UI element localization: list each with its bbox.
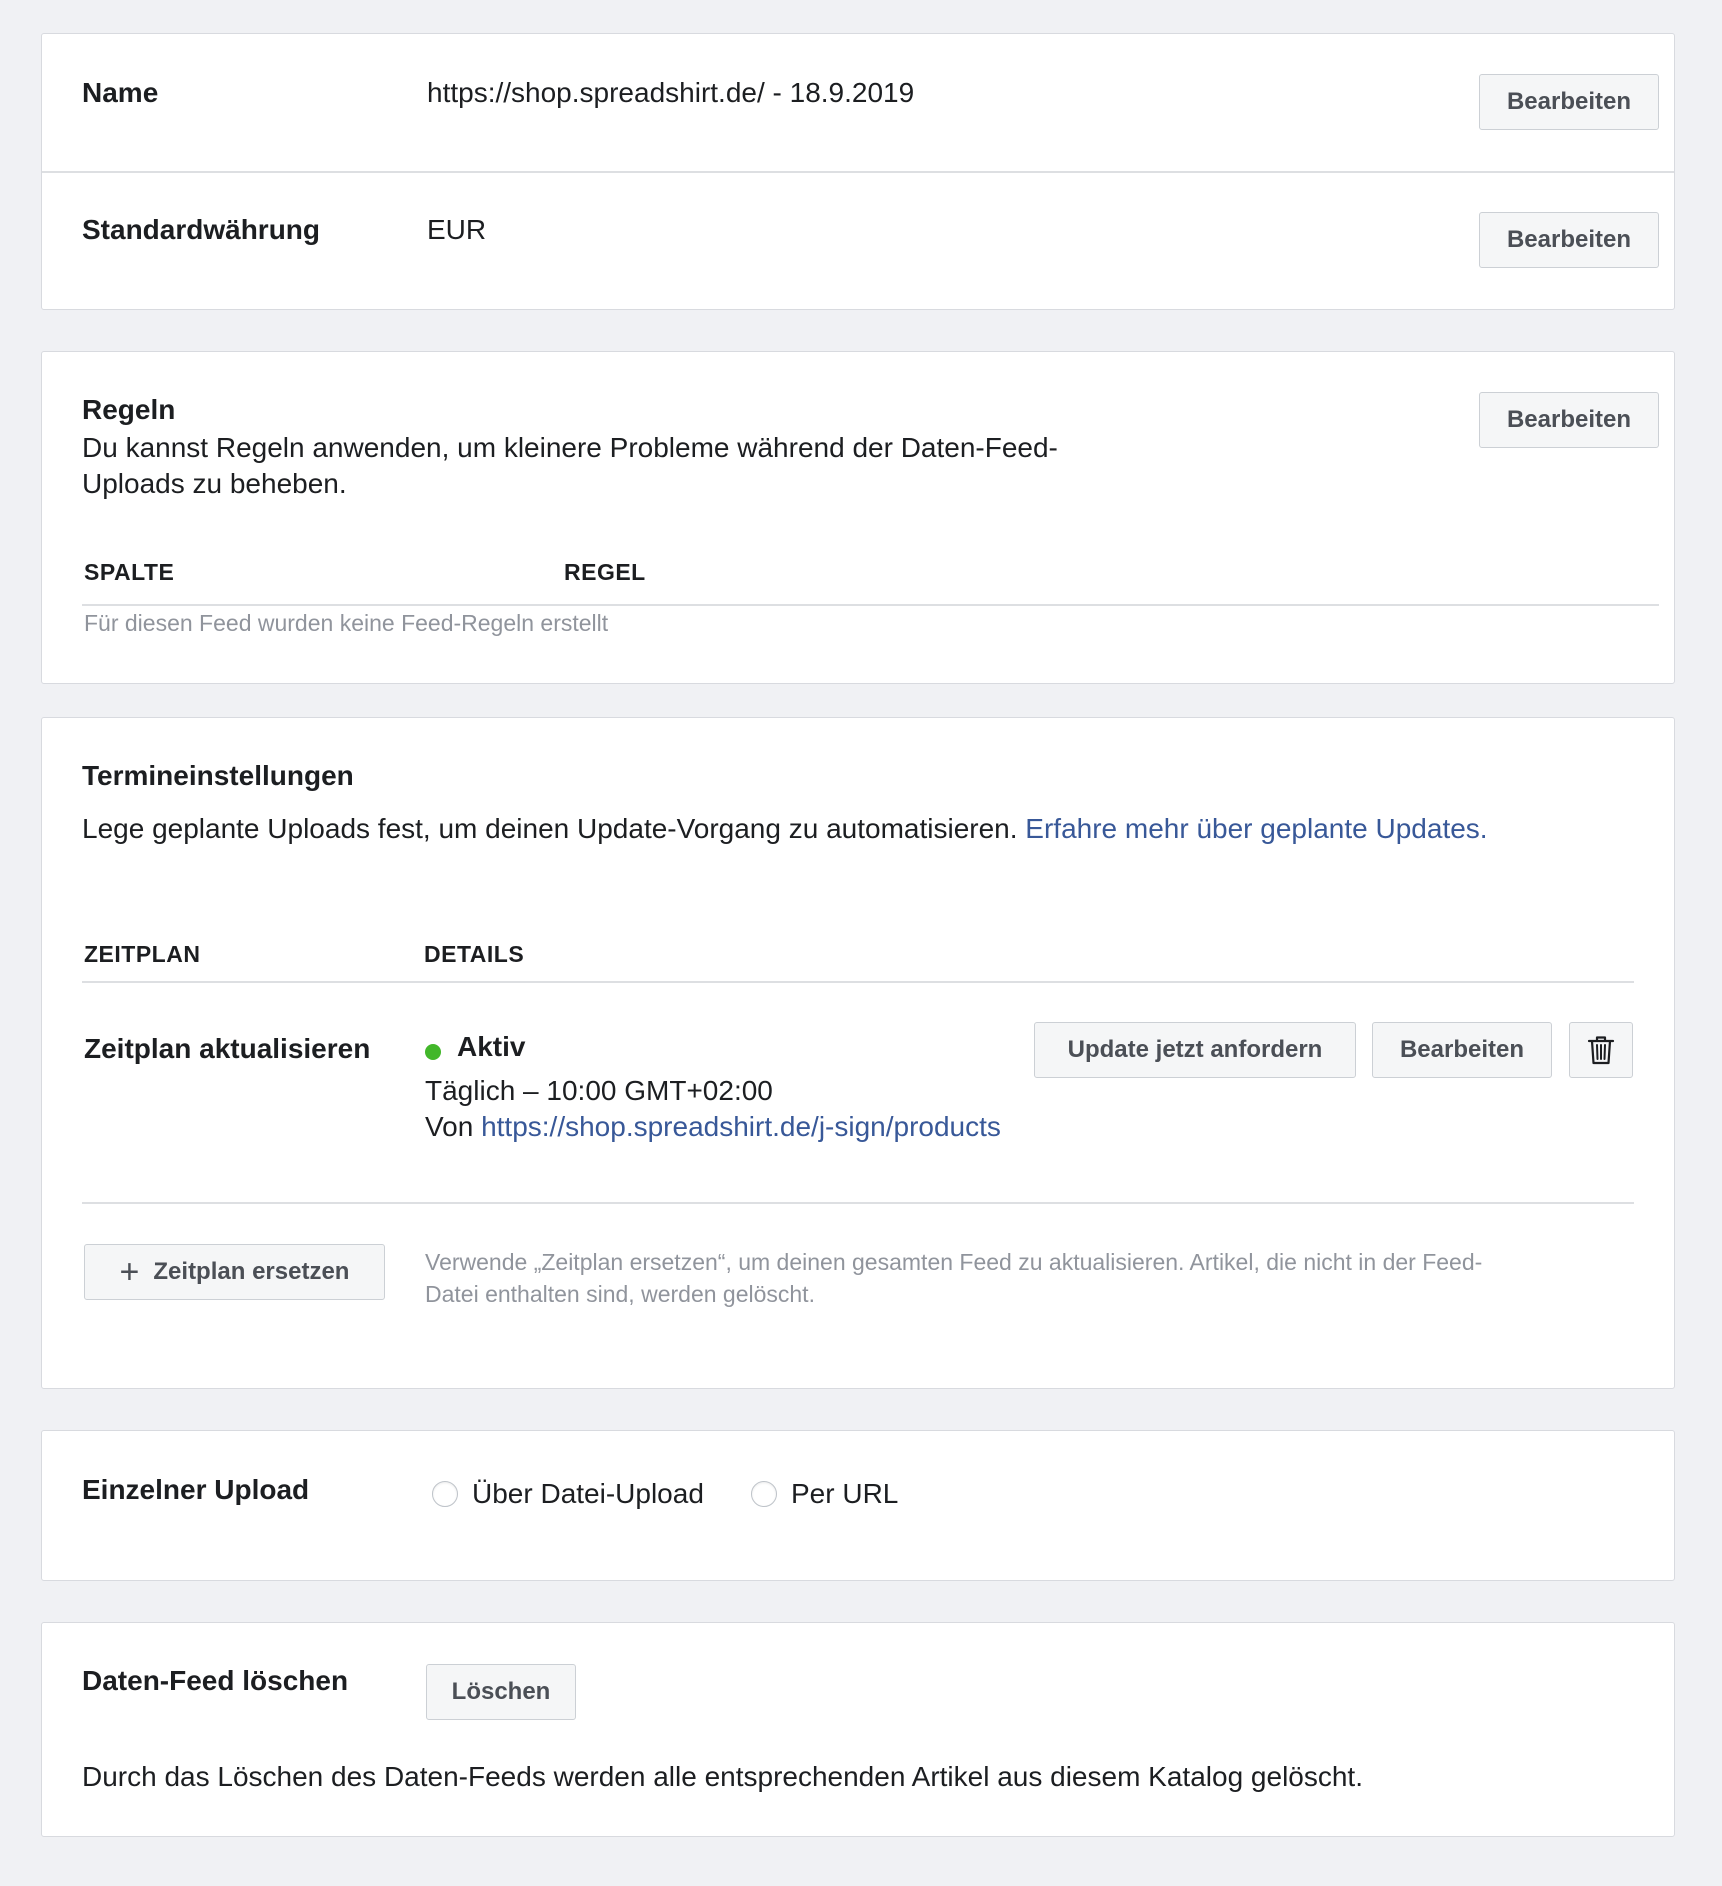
trash-icon — [1586, 1034, 1616, 1066]
schedule-card — [41, 717, 1675, 1389]
delete-feed-label: Daten-Feed löschen — [82, 1665, 349, 1696]
rules-empty-text: Für diesen Feed wurden keine Feed-Regeln erstellt — [84, 610, 609, 636]
column-header-zeitplan: ZEITPLAN — [84, 941, 201, 967]
edit-rules-button[interactable]: Bearbeiten — [1479, 392, 1659, 448]
rules-card — [41, 351, 1675, 684]
delete-schedule-button[interactable] — [1569, 1022, 1633, 1078]
plus-icon: + — [119, 1253, 140, 1291]
name-label: Name — [82, 77, 159, 108]
schedule-description — [82, 813, 1488, 845]
rules-title: Regeln — [82, 394, 176, 425]
rules-description-line1: Du kannst Regeln anwenden, um kleinere Probleme während der Daten-Feed- — [82, 432, 1058, 463]
replace-help-line1: Verwende „Zeitplan ersetzen“, um deinen gesamten Feed zu aktualisieren. Artikel, die nicht in der Feed- — [425, 1249, 1483, 1275]
schedule-title: Termineinstellungen — [82, 760, 354, 791]
single-upload-card — [41, 1430, 1675, 1581]
learn-more-link[interactable]: Erfahre mehr über geplante Updates. — [1025, 813, 1488, 844]
name-divider — [42, 171, 1674, 173]
schedule-row-divider — [82, 1202, 1634, 1204]
source-url-link[interactable]: https://shop.spreadshirt.de/j-sign/products — [481, 1111, 1001, 1142]
currency-label: Standardwährung — [82, 214, 321, 245]
file-upload-radio[interactable] — [432, 1481, 458, 1507]
edit-name-button[interactable]: Bearbeiten — [1479, 74, 1659, 130]
schedule-row-name: Zeitplan aktualisieren — [84, 1033, 371, 1064]
edit-schedule-button[interactable]: Bearbeiten — [1372, 1022, 1552, 1078]
schedule-source — [425, 1111, 1075, 1143]
delete-feed-warning: Durch das Löschen des Daten-Feeds werden alle entsprechenden Artikel aus diesem Katalog gelöscht. — [82, 1761, 1363, 1792]
schedule-table-divider — [82, 981, 1634, 983]
schedule-frequency: Täglich – 10:00 GMT+02:00 — [425, 1075, 773, 1106]
rules-description-line2: Uploads zu beheben. — [82, 468, 347, 499]
column-header-details: DETAILS — [424, 941, 525, 967]
delete-feed-card — [41, 1622, 1675, 1837]
status-dot — [425, 1044, 441, 1060]
edit-currency-button[interactable]: Bearbeiten — [1479, 212, 1659, 268]
url-upload-radio[interactable] — [751, 1481, 777, 1507]
feed-basics-card — [41, 33, 1675, 310]
column-header-spalte: SPALTE — [84, 559, 175, 585]
rules-table-divider — [82, 604, 1659, 606]
replace-help-text — [425, 1246, 1482, 1310]
single-upload-label: Einzelner Upload — [82, 1474, 310, 1505]
file-upload-option-label: Über Datei-Upload — [472, 1478, 704, 1509]
column-header-regel: REGEL — [564, 559, 646, 585]
request-update-button[interactable]: Update jetzt anfordern — [1034, 1022, 1356, 1078]
replace-schedule-label: Zeitplan ersetzen — [153, 1258, 350, 1285]
rules-description — [82, 430, 1058, 502]
delete-feed-button[interactable]: Löschen — [426, 1664, 576, 1720]
url-upload-option[interactable] — [751, 1478, 898, 1510]
currency-value: EUR — [427, 214, 487, 245]
file-upload-option[interactable] — [432, 1478, 704, 1510]
replace-help-line2: Datei enthalten sind, werden gelöscht. — [425, 1281, 815, 1307]
feed-name-value: https://shop.spreadshirt.de/ - 18.9.2019 — [427, 77, 915, 108]
status-text: Aktiv — [457, 1031, 526, 1062]
replace-schedule-button[interactable] — [84, 1244, 385, 1300]
source-prefix: Von — [425, 1111, 474, 1142]
url-upload-option-label: Per URL — [791, 1478, 899, 1509]
schedule-description-text: Lege geplante Uploads fest, um deinen Update-Vorgang zu automatisieren. — [82, 813, 1018, 844]
